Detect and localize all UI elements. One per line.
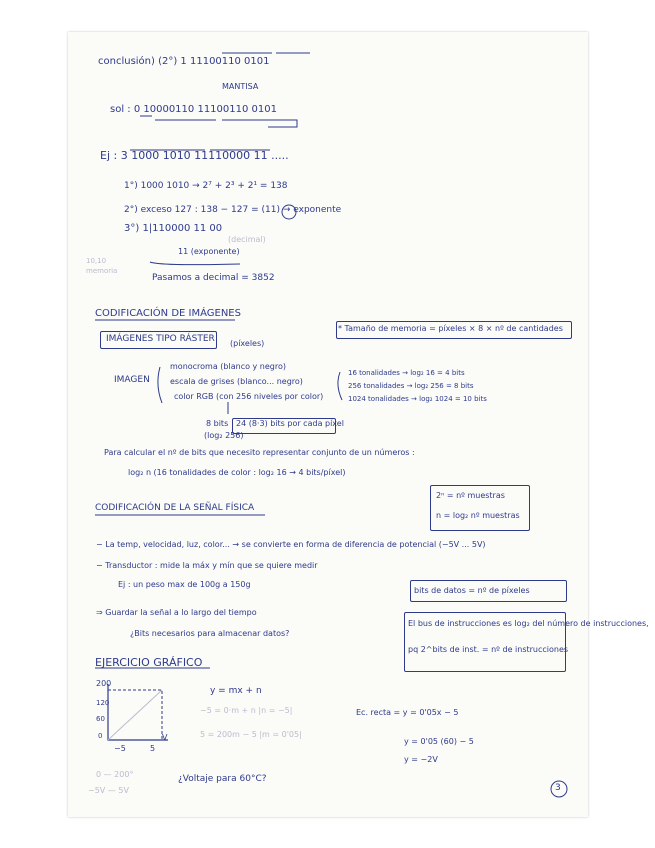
note-bus-1: El bus de instrucciones es log₂ del número de instrucciones, [408,619,649,628]
graph-origin: 0 [98,732,103,740]
eq-voltage-result: y = −2V [404,755,438,764]
item-1024-tones: 1024 tonalidades → log₂ 1024 = 10 bits [348,395,487,403]
item-16-tones: 16 tonalidades → log₂ 16 = 4 bits [348,369,465,377]
note-voltage-question: ¿Voltaje para 60°C? [178,774,267,784]
brace-tonalidades [338,372,342,400]
note-example: Ej : 3 1000 1010 11110000 11 ..... [100,149,289,162]
note-decimal-faint: (decimal) [228,235,266,244]
underbracket-3 [222,120,297,127]
note-log-formula: log₂ n (16 tonalidades de color : log₂ 16 → 4 bits/píxel) [128,468,346,477]
note-memory-size: * Tamaño de memoria = píxeles × 8 × nº de cantidades [338,324,563,333]
graph-x-minus5: −5 [114,744,126,753]
note-2n-samples: 2ⁿ = nº muestras [436,491,505,500]
eq-substitute: y = 0'05 (60) − 5 [404,737,474,746]
label-8bits: 8 bits [206,419,229,428]
note-margin-1: 10,10 [86,257,107,265]
heading-images: CODIFICACIÓN DE IMÁGENES [95,308,241,319]
note-temp-range: 0 — 200° [96,770,134,779]
brace-imagen [158,367,162,403]
note-step-2: 2°) exceso 127 : 138 − 127 = (11) → exponente [124,205,342,215]
graph-line [108,690,162,740]
note-exponent: 11 (exponente) [178,247,240,256]
note-temperature: − La temp, velocidad, luz, color... → se convierte en forma de diferencia de potencial (−5V ... 5V) [96,540,486,549]
note-transducer: − Transductor : mide la máx y mín que se quiere medir [96,561,318,570]
heading-exercise: EJERCICIO GRÁFICO [95,656,203,669]
item-grises: escala de grises (blanco... negro) [170,377,303,386]
note-solution: sol : 0 10000110 11100110 0101 [110,104,277,115]
graph-y-200: 200 [96,679,112,688]
note-bus-2: pq 2^bits de inst. = nº de instrucciones [408,645,569,654]
note-margin-2: memoria [86,267,118,275]
graph-x-5: 5 [150,744,156,753]
note-decimal-result: Pasamos a decimal = 3852 [152,273,275,283]
note-n-log: n = log₂ nº muestras [436,511,520,520]
eq-line-result: Ec. recta = y = 0'05x − 5 [356,708,459,717]
eq-line-form: y = mx + n [210,686,262,696]
label-raster: IMÁGENES TIPO RÁSTER [106,334,215,344]
note-conclusion: conclusión) (2°) 1 11100110 0101 [98,56,270,67]
graph-y-60: 60 [96,715,105,723]
item-monocroma: monocroma (blanco y negro) [170,362,287,371]
note-step-3: 3°) 1|110000 11 00 [124,223,223,234]
label-24bits: 24 (8·3) bits por cada píxel [236,419,344,428]
item-rgb: color RGB (con 256 niveles por color) [174,392,324,401]
note-save-signal: ⇒ Guardar la señal a lo largo del tiempo [96,608,257,617]
eq-solve-n: −5 = 0·m + n |n = −5| [200,706,293,715]
graph-y-120: 120 [96,699,110,707]
item-256-tones: 256 tonalidades → log₂ 256 = 8 bits [348,382,474,390]
page-number: 3 [555,783,561,793]
heading-physical-signal: CODIFICACIÓN DE LA SEÑAL FÍSICA [95,503,255,513]
label-log256: (log₂ 256) [204,431,244,440]
eq-solve-m: 5 = 200m − 5 |m = 0'05| [200,730,302,739]
note-volt-range: −5V — 5V [88,786,129,795]
label-imagen: IMAGEN [114,375,150,385]
note-step-1: 1°) 1000 1010 → 2⁷ + 2³ + 2¹ = 138 [124,181,288,191]
note-weight-example: Ej : un peso max de 100g a 150g [118,580,251,589]
note-bits-question: ¿Bits necesarios para almacenar datos? [130,629,290,638]
graph-x-axis-v: V [162,733,168,742]
note-data-bits: bits de datos = nº de píxeles [414,586,530,595]
label-pixels: (píxeles) [230,339,265,348]
note-calc-bits: Para calcular el nº de bits que necesito representar conjunto de un números : [104,448,415,457]
note-mantisa: MANTISA [222,82,259,91]
underbrace [150,262,240,265]
